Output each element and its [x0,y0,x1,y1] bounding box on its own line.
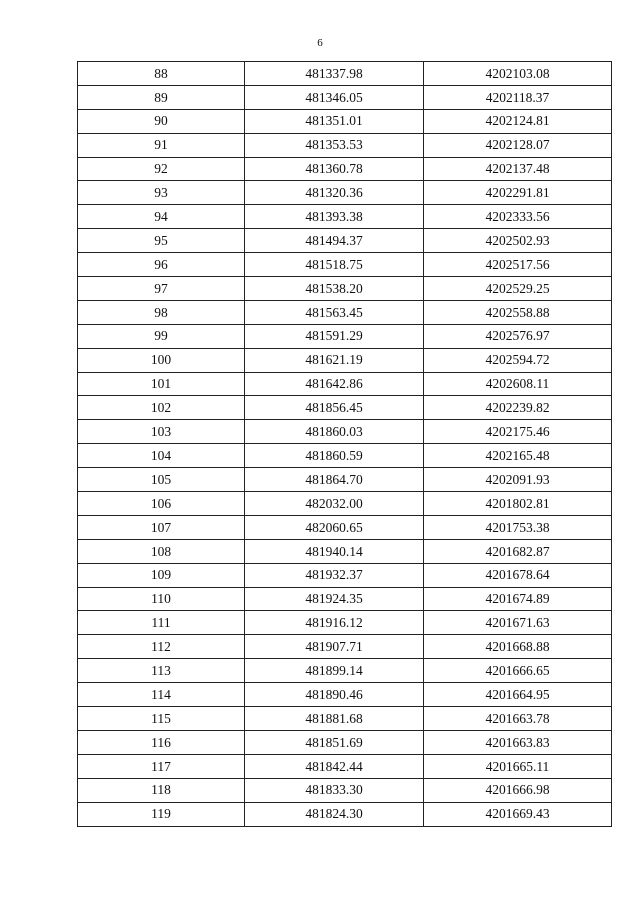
y-coordinate-cell: 4202239.82 [424,396,612,420]
point-number-cell: 112 [78,635,245,659]
x-coordinate-cell: 481940.14 [245,539,424,563]
table-row [78,253,612,277]
point-number-cell: 97 [78,277,245,301]
x-coordinate-cell: 481824.30 [245,802,424,826]
x-coordinate-cell: 481538.20 [245,277,424,301]
x-coordinate-cell: 481591.29 [245,324,424,348]
point-number-cell: 90 [78,109,245,133]
table-row [78,348,612,372]
table-row [78,444,612,468]
y-coordinate-cell: 4201664.95 [424,683,612,707]
x-coordinate-cell: 481563.45 [245,300,424,324]
table-row [78,515,612,539]
point-number-cell: 118 [78,778,245,802]
table-row [78,635,612,659]
table-row [78,372,612,396]
x-coordinate-cell: 481346.05 [245,85,424,109]
x-coordinate-cell: 481860.59 [245,444,424,468]
x-coordinate-cell: 481351.01 [245,109,424,133]
x-coordinate-cell: 481353.53 [245,133,424,157]
x-coordinate-cell: 481833.30 [245,778,424,802]
y-coordinate-cell: 4202165.48 [424,444,612,468]
y-coordinate-cell: 4202118.37 [424,85,612,109]
x-coordinate-cell: 481881.68 [245,707,424,731]
table-row [78,492,612,516]
point-number-cell: 89 [78,85,245,109]
table-row [78,539,612,563]
x-coordinate-cell: 481907.71 [245,635,424,659]
y-coordinate-cell: 4202576.97 [424,324,612,348]
y-coordinate-cell: 4201678.64 [424,563,612,587]
x-coordinate-cell: 481924.35 [245,587,424,611]
table-row [78,300,612,324]
y-coordinate-cell: 4202333.56 [424,205,612,229]
page-number: 6 [317,37,323,49]
y-coordinate-cell: 4201682.87 [424,539,612,563]
y-coordinate-cell: 4201802.81 [424,492,612,516]
x-coordinate-cell: 481320.36 [245,181,424,205]
point-number-cell: 110 [78,587,245,611]
coordinates-table [77,61,612,827]
table-row [78,324,612,348]
x-coordinate-cell: 481518.75 [245,253,424,277]
x-coordinate-cell: 481899.14 [245,659,424,683]
point-number-cell: 114 [78,683,245,707]
table-row [78,587,612,611]
y-coordinate-cell: 4202529.25 [424,277,612,301]
point-number-cell: 91 [78,133,245,157]
table-row [78,563,612,587]
point-number-cell: 98 [78,300,245,324]
x-coordinate-cell: 481864.70 [245,468,424,492]
y-coordinate-cell: 4201753.38 [424,515,612,539]
x-coordinate-cell: 481642.86 [245,372,424,396]
table-row [78,181,612,205]
table-row [78,659,612,683]
table-row [78,707,612,731]
x-coordinate-cell: 481916.12 [245,611,424,635]
x-coordinate-cell: 481621.19 [245,348,424,372]
point-number-cell: 95 [78,229,245,253]
point-number-cell: 94 [78,205,245,229]
point-number-cell: 107 [78,515,245,539]
table-row [78,683,612,707]
point-number-cell: 115 [78,707,245,731]
table-row [78,205,612,229]
point-number-cell: 92 [78,157,245,181]
y-coordinate-cell: 4202091.93 [424,468,612,492]
table-row [78,62,612,86]
point-number-cell: 109 [78,563,245,587]
y-coordinate-cell: 4202291.81 [424,181,612,205]
y-coordinate-cell: 4201663.83 [424,730,612,754]
x-coordinate-cell: 481393.38 [245,205,424,229]
point-number-cell: 111 [78,611,245,635]
table-row [78,396,612,420]
x-coordinate-cell: 481360.78 [245,157,424,181]
y-coordinate-cell: 4201671.63 [424,611,612,635]
point-number-cell: 103 [78,420,245,444]
table-row [78,109,612,133]
point-number-cell: 93 [78,181,245,205]
point-number-cell: 117 [78,754,245,778]
point-number-cell: 113 [78,659,245,683]
x-coordinate-cell: 482032.00 [245,492,424,516]
point-number-cell: 116 [78,730,245,754]
x-coordinate-cell: 481494.37 [245,229,424,253]
x-coordinate-cell: 481842.44 [245,754,424,778]
x-coordinate-cell: 481932.37 [245,563,424,587]
table-row [78,133,612,157]
x-coordinate-cell: 481856.45 [245,396,424,420]
y-coordinate-cell: 4201669.43 [424,802,612,826]
point-number-cell: 88 [78,62,245,86]
y-coordinate-cell: 4201674.89 [424,587,612,611]
point-number-cell: 101 [78,372,245,396]
y-coordinate-cell: 4202594.72 [424,348,612,372]
point-number-cell: 102 [78,396,245,420]
table-row [78,754,612,778]
point-number-cell: 119 [78,802,245,826]
table-row [78,85,612,109]
x-coordinate-cell: 482060.65 [245,515,424,539]
y-coordinate-cell: 4202517.56 [424,253,612,277]
x-coordinate-cell: 481860.03 [245,420,424,444]
point-number-cell: 104 [78,444,245,468]
point-number-cell: 96 [78,253,245,277]
x-coordinate-cell: 481890.46 [245,683,424,707]
table-row [78,730,612,754]
y-coordinate-cell: 4202128.07 [424,133,612,157]
table-row [78,611,612,635]
point-number-cell: 106 [78,492,245,516]
y-coordinate-cell: 4201663.78 [424,707,612,731]
table-row [78,778,612,802]
y-coordinate-cell: 4202175.46 [424,420,612,444]
x-coordinate-cell: 481851.69 [245,730,424,754]
point-number-cell: 100 [78,348,245,372]
y-coordinate-cell: 4202502.93 [424,229,612,253]
y-coordinate-cell: 4202137.48 [424,157,612,181]
y-coordinate-cell: 4201666.65 [424,659,612,683]
coordinates-table-body [78,62,612,827]
y-coordinate-cell: 4202608.11 [424,372,612,396]
y-coordinate-cell: 4202103.08 [424,62,612,86]
y-coordinate-cell: 4202558.88 [424,300,612,324]
point-number-cell: 105 [78,468,245,492]
table-row [78,229,612,253]
y-coordinate-cell: 4201666.98 [424,778,612,802]
point-number-cell: 99 [78,324,245,348]
y-coordinate-cell: 4201665.11 [424,754,612,778]
y-coordinate-cell: 4202124.81 [424,109,612,133]
x-coordinate-cell: 481337.98 [245,62,424,86]
table-row [78,420,612,444]
table-row [78,277,612,301]
table-row [78,468,612,492]
table-row [78,802,612,826]
y-coordinate-cell: 4201668.88 [424,635,612,659]
table-row [78,157,612,181]
point-number-cell: 108 [78,539,245,563]
